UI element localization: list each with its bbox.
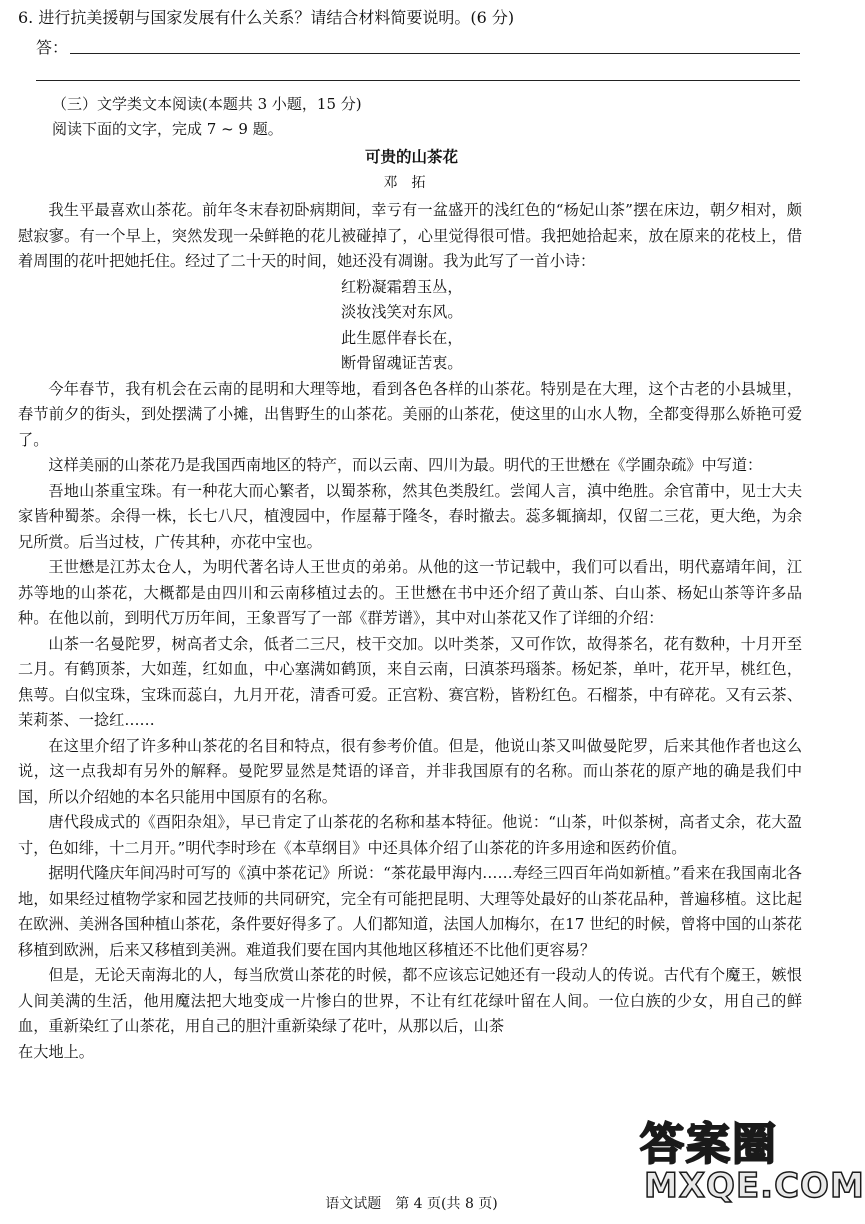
paragraph: 据明代隆庆年间冯时可写的《滇中茶花记》所说：“茶花最甲海内……寿经三四百年尚如新植。”看来在我国南北各地，如果经过植物学家和园艺技师的共同研究，完全有可能把昆明、大理等处最好的山茶花品种，普遍移植。这比起在欧洲、美洲各国种植山茶花，条件要好得多了。人们都知道，法国人加梅尔，在17 世纪的时候，曾将中国的山茶花移植到欧洲，后来又移植到美洲。难道我们要在国内其他地区移植还不比他们更容易？ xyxy=(18,864,802,959)
poem xyxy=(18,275,802,377)
paragraph: 这样美丽的山茶花乃是我国西南地区的特产，而以云南、四川为最。明代的王世懋在《学圃杂疏》中写道： xyxy=(48,456,763,474)
question-6: 6. 进行抗美援朝与国家发展有什么关系？请结合材料简要说明。(6 分) xyxy=(18,8,515,27)
article-title: 可贵的山茶花 xyxy=(364,148,458,166)
paragraph: 今年春节，我有机会在云南的昆明和大理等地，看到各色各样的山茶花。特别是在大理，这个古老的小县城里，春节前夕的街头，到处摆满了小摊，出售野生的山茶花。美丽的山茶花，使这里的山水人物，全都变得那么娇艳可爱了。 xyxy=(18,379,802,449)
section-instruction: 阅读下面的文字，完成 7 ~ 9 题。 xyxy=(52,120,283,138)
article-body xyxy=(18,198,802,1065)
poem-line: 断骨留魂证苦衷。 xyxy=(341,354,463,372)
poem-line: 红粉凝霜碧玉丛， xyxy=(341,277,463,296)
answer-line[interactable] xyxy=(70,53,800,54)
paragraph: 在这里介绍了许多种山茶花的名目和特点，很有参考价值。但是，他说山茶又叫做曼陀罗，后来其他作者也这么说，这一点我却有另外的解释。曼陀罗显然是梵语的译音，并非我国原有的名称。而山茶花的原产地的确是我们中国，所以介绍她的本名只能用中国原有的名称。 xyxy=(18,736,802,806)
answer-label: 答： xyxy=(36,38,69,57)
poem-line: 此生愿伴春长在， xyxy=(341,328,463,347)
poem-line: 淡妆浅笑对东风。 xyxy=(341,303,463,321)
watermark-logo xyxy=(640,1108,865,1216)
paragraph: 我生平最喜欢山茶花。前年冬末春初卧病期间，幸亏有一盆盛开的浅红色的“杨妃山茶”摆在床边，朝夕相对，颇慰寂寥。有一个早上，突然发现一朵鲜艳的花儿被碰掉了，心里觉得很可惜。我把她拾起来，放在原来的花枝上，借着周围的花叶把她托住。经过了二十天的时间，她还没有凋谢。我为此写了一首小诗： xyxy=(18,201,802,270)
paragraph-end: 在大地上。 xyxy=(18,1042,94,1061)
section-heading: （三）文学类文本阅读(本题共 3 小题，15 分) xyxy=(52,95,362,113)
page-footer: 语文试题 第 4 页(共 8 页) xyxy=(325,1196,498,1212)
paragraph: 但是，无论天南海北的人，每当欣赏山茶花的时候，都不应该忘记她还有一段动人的传说。古代有个魔王，嫉恨人间美满的生活，他用魔法把大地变成一片惨白的世界，不让有红花绿叶留在人间。一位白族的少女，用自己的鲜血，重新染红了山茶花，用自己的胆汁重新染绿了花叶，从那以后，山茶 xyxy=(18,966,802,1035)
answer-line[interactable] xyxy=(36,80,800,81)
paragraph: 唐代段成式的《酉阳杂俎》，早已肯定了山茶花的名称和基本特征。他说：“山茶，叶似茶树，高者丈余，花大盈寸，色如绯，十二月开。”明代李时珍在《本草纲目》中还具体介绍了山茶花的许多用途和医药价值。 xyxy=(18,813,802,857)
watermark-url: MXQE.COM xyxy=(644,1166,865,1206)
article-author: 邓拓 xyxy=(383,175,440,191)
paragraph: 王世懋是江苏太仓人，为明代著名诗人王世贞的弟弟。从他的这一节记载中，我们可以看出，明代嘉靖年间，江苏等地的山茶花，大概都是由四川和云南移植过去的。王世懋在书中还介绍了黄山茶、白山茶、杨妃山茶等许多品种。在他以前，到明代万历年间，王象晋写了一部《群芳谱》，其中对山茶花又作了详细的介绍： xyxy=(18,558,802,627)
quotation: 吾地山茶重宝珠。有一种花大而心繁者，以蜀茶称，然其色类殷红。尝闻人言，滇中绝胜。余官莆中，见士大夫家皆种蜀茶。余得一株，长七八尺，植溲园中，作屋幕于隆冬，春时撤去。蕊多辄摘却，仅留二三花，更大绝，为余兄所赏。后当过枝，广传其种，亦花中宝也。 xyxy=(18,481,802,551)
quotation: 山茶一名曼陀罗，树高者丈余，低者二三尺，枝干交加。以叶类茶，又可作饮，故得茶名，花有数种，十月开至二月。有鹤顶茶，大如莲，红如血，中心塞满如鹤顶，来自云南，曰滇茶玛瑙茶。杨妃茶，单叶，花开早，桃红色，焦萼。白似宝珠，宝珠而蕊白，九月开花，清香可爱。正宫粉、赛宫粉，皆粉红色。石榴茶，中有碎花。又有云茶、茉莉茶、一捻红…… xyxy=(18,634,802,729)
watermark-text: 答案圈 xyxy=(640,1119,778,1170)
